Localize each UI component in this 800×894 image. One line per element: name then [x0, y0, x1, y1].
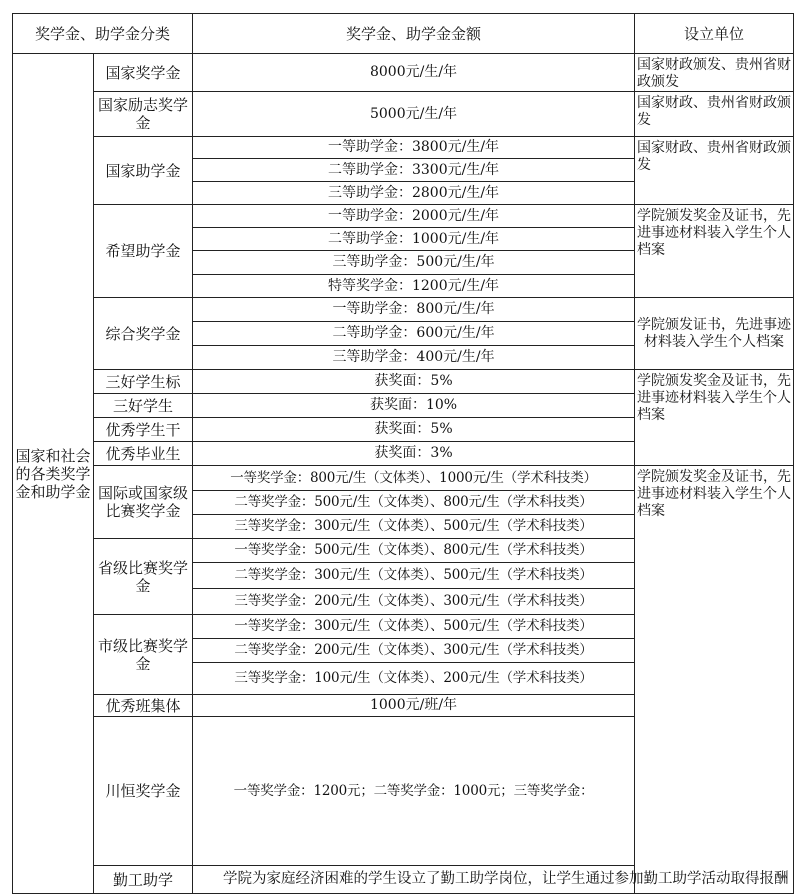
row-name: 优秀班集体 — [94, 695, 193, 717]
row-unit: 国家财政、贵州省财政颁发 — [635, 92, 794, 137]
row-amount: 一等助学金：800元/生/年 — [193, 298, 635, 322]
row-amount: 三等助学金：2800元/生/年 — [193, 182, 635, 205]
work-study-description: 学院为家庭经济困难的学生设立了勤工助学岗位，让学生通过参加勤工助学活动取得报酬 — [193, 866, 794, 894]
row-amount: 二等奖学金：300元/生（文体类）、500元/生（学术科技类） — [193, 563, 635, 589]
header-amount: 奖学金、助学金金额 — [193, 14, 635, 54]
row-name: 优秀毕业生 — [94, 442, 193, 466]
row-amount: 三等奖学金：300元/生（文体类）、500元/生（学术科技类） — [193, 515, 635, 539]
row-amount: 三等助学金：500元/生/年 — [193, 251, 635, 275]
row-name: 希望助学金 — [94, 205, 193, 298]
table-row — [13, 466, 794, 491]
row-amount: 获奖面：10% — [193, 394, 635, 418]
row-name: 国际或国家级比赛奖学金 — [94, 466, 193, 539]
row-amount: 获奖面：5% — [193, 418, 635, 442]
work-study-category: 勤工助学 — [94, 866, 193, 894]
row-amount: 三等奖学金：100元/生（文体类）、200元/生（学术科技类） — [193, 663, 635, 695]
row-name: 优秀学生干 — [94, 418, 193, 442]
header-unit: 设立单位 — [635, 14, 794, 54]
header-row — [13, 14, 794, 54]
row-amount: 二等助学金：1000元/生/年 — [193, 228, 635, 251]
row-name: 市级比赛奖学金 — [94, 615, 193, 695]
row-name: 三好学生 — [94, 394, 193, 418]
row-amount: 一等助学金：2000元/生/年 — [193, 205, 635, 228]
row-name: 省级比赛奖学金 — [94, 539, 193, 615]
row-name: 川恒奖学金 — [94, 717, 193, 866]
row-unit: 学院颁发奖金及证书，先进事迹材料装入学生个人档案 — [635, 466, 794, 894]
row-amount: 一等奖学金：500元/生（文体类）、800元/生（学术科技类） — [193, 539, 635, 563]
row-name: 综合奖学金 — [94, 298, 193, 370]
table-row — [13, 137, 794, 159]
main-category-cell: 国家和社会的各类奖学金和助学金 — [13, 54, 94, 894]
scholarship-table — [12, 13, 794, 894]
row-amount: 三等助学金：400元/生/年 — [193, 346, 635, 370]
row-amount: 获奖面：3% — [193, 442, 635, 466]
header-category: 奖学金、助学金分类 — [13, 14, 193, 54]
row-amount: 二等助学金：600元/生/年 — [193, 322, 635, 346]
row-amount: 一等助学金：3800元/生/年 — [193, 137, 635, 159]
row-name: 国家励志奖学金 — [94, 92, 193, 137]
table-row — [13, 298, 794, 322]
row-amount: 二等奖学金：200元/生（文体类）、300元/生（学术科技类） — [193, 639, 635, 663]
table-row — [13, 205, 794, 228]
row-amount: 一等奖学金：800元/生（文体类）、1000元/生（学术科技类） — [193, 466, 635, 491]
row-amount: 二等助学金：3300元/生/年 — [193, 159, 635, 182]
row-amount: 一等奖学金：300元/生（文体类）、500元/生（学术科技类） — [193, 615, 635, 639]
row-unit: 学院颁发奖金及证书，先进事迹材料装入学生个人档案 — [635, 370, 794, 466]
row-amount: 二等奖学金：500元/生（文体类）、800元/生（学术科技类） — [193, 491, 635, 515]
row-name: 三好学生标 — [94, 370, 193, 394]
row-name: 国家奖学金 — [94, 54, 193, 92]
row-unit: 学院颁发证书，先进事迹材料装入学生个人档案 — [635, 298, 794, 370]
row-unit: 学院颁发奖金及证书，先进事迹材料装入学生个人档案 — [635, 205, 794, 298]
row-amount: 8000元/生/年 — [193, 54, 635, 92]
table-row — [13, 370, 794, 394]
row-name: 国家助学金 — [94, 137, 193, 205]
row-unit: 国家财政、贵州省财政颁发 — [635, 137, 794, 205]
row-amount: 三等奖学金：200元/生（文体类）、300元/生（学术科技类） — [193, 589, 635, 615]
work-study-row — [13, 866, 794, 894]
table-row — [13, 92, 794, 137]
row-amount: 一等奖学金：1200元；二等奖学金：1000元；三等奖学金： — [193, 717, 635, 866]
row-amount: 1000元/班/年 — [193, 695, 635, 717]
row-amount: 5000元/生/年 — [193, 92, 635, 137]
row-unit: 国家财政颁发、贵州省财政颁发 — [635, 54, 794, 92]
row-amount: 特等奖学金：1200元/生/年 — [193, 275, 635, 298]
row-amount: 获奖面：5% — [193, 370, 635, 394]
table-row — [13, 54, 794, 92]
